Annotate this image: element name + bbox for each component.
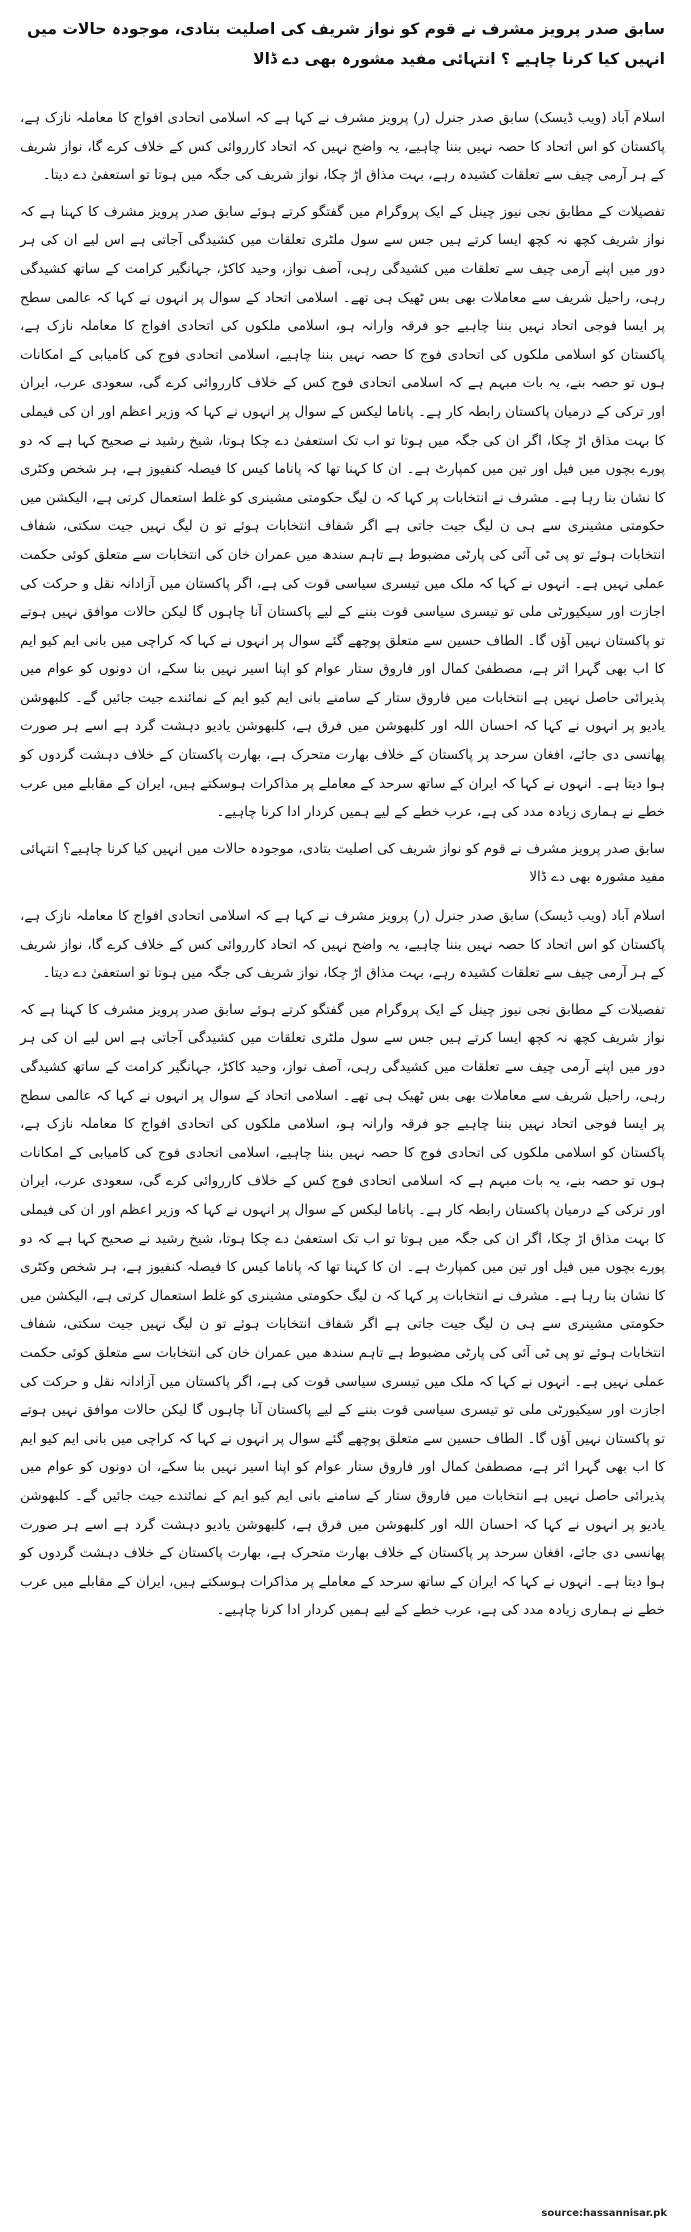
article-paragraph-intro-repeat: اسلام آباد (ویب ڈیسک) سابق صدر جنرل (ر) پرویز مشرف نے کہا ہے کہ اسلامی اتحادی افواج کا معاملہ نازک ہے، پاکستان کو اس اتحاد کا حصہ نہیں بننا چاہیے، یہ واضح نہیں کہ اتحاد کارروائی کس کے خلاف کرے گا، نواز شریف کے ہر آرمی چیف سے تعلقات کشیدہ رہے، بہت مذاق اڑ چکا، نواز شریف کی جگہ میں ہوتا تو استعفیٰ دے دیتا۔ <box>20 908 665 982</box>
source-credit: source:hassannisar.pk <box>541 2208 667 2219</box>
article-paragraph-body: تفصیلات کے مطابق نجی نیوز چینل کے ایک پروگرام میں گفتگو کرتے ہوئے سابق صدر پرویز مشرف کا کہنا ہے کہ نواز شریف کچھ نہ کچھ ایسا کرتے ہیں جس سے سول ملٹری تعلقات میں کشیدگی آجاتی ہے اس لیے ان کی ہر دور میں اپنے آرمی چیف سے تعلقات میں کشیدگی رہی، آصف نواز، وحید کاکڑ، جہانگیر کرامت کے ساتھ کشیدگی رہی، راحیل شریف سے معاملات بھی بس ٹھیک ہی تھے۔ اسلامی اتحاد کے سوال پر انہوں نے کہا کہ عالمی سطح پر ایسا فوجی اتحاد نہیں بننا چاہیے جو فرقہ وارانہ ہو، اسلامی ملکوں کی اتحادی افواج کا معاملہ نازک ہے، پاکستان کو اسلامی ملکوں کی اتحادی فوج کا حصہ نہیں بننا چاہیے، اسلامی اتحادی فوج کی کامیابی کے امکانات ہوں تو حصہ بنے، یہ بات مبہم ہے کہ اسلامی اتحادی فوج کس کے خلاف کارروائی کرے گی، سعودی عرب، ایران اور ترکی کے درمیان پاکستان رابطہ کار ہے۔ پاناما لیکس کے سوال پر انہوں نے کہا کہ وزیر اعظم اور ان کی فیملی کا بہت مذاق اڑ چکا، اگر ان کی جگہ میں ہوتا تو اب تک استعفیٰ دے چکا ہوتا، شیخ رشید نے صحیح کہا ہے کہ دو پورے بچوں میں فیل اور تین میں کمپارٹ ہے۔ ان کا کہنا تھا کہ پاناما کیس کا فیصلہ کنفیوز ہے، ہر شخص وکٹری کا نشان بنا رہا ہے۔ مشرف نے انتخابات پر کہا کہ ن لیگ حکومتی مشینری کو غلط استعمال کرتی ہے، الیکشن میں حکومتی مشینری سے ہی ن لیگ جیت جاتی ہے اگر شفاف انتخابات ہوئے تو ن لیگ نہیں جیت سکتی، شفاف انتخابات ہوئے تو پی ٹی آئی کی پارٹی مضبوط ہے تاہم سندھ میں عمران خان کی انتخابات سے متعلق کوئی حکمت عملی نہیں ہے۔ انہوں نے کہا کہ ملک میں تیسری سیاسی قوت کی ہے، اگر پاکستان میں آزادانہ نقل و حرکت کی اجازت اور سیکیورٹی ملی تو تیسری سیاسی قوت بننے کے لیے پاکستان آنا چاہوں گا لیکن حالات موافق نہیں ہوتے تو پاکستان نہیں آؤں گا۔ الطاف حسین سے متعلق پوچھے گئے سوال پر انہوں نے کہا کہ کراچی میں بانی ایم کیو ایم کا اب بھی گہرا اثر ہے، مصطفیٰ کمال اور فاروق ستار عوام کو اپنا اسیر نہیں بنا سکے، ان دونوں کو عوام میں پذیرائی حاصل نہیں ہے انتخابات میں فاروق ستار کے سامنے بانی ایم کیو ایم کے نمائندے جیت جائیں گے۔ کلبھوشن یادیو پر انہوں نے کہا کہ احسان اللہ اور کلبھوشن میں فرق ہے، کلبھوشن یادیو دہشت گرد ہے اسے ہر صورت پھانسی دی جائے، افغان سرحد پر پاکستان کے خلاف بھارت متحرک ہے، بھارت پاکستان کے خلاف دہشت گردوں کو ہوا دیتا ہے۔ انہوں نے کہا کہ ایران کے ساتھ سرحد کے معاملے پر مذاکرات ہوسکتے ہیں، ایران کے مقابلے میں عرب خطے نے ہماری زیادہ مدد کی ہے، عرب خطے کے لیے ہمیں کردار ادا کرنا چاہیے۔ <box>20 203 665 821</box>
article-headline: سابق صدر پرویز مشرف نے قوم کو نواز شریف کی اصلیت بتادی، موجودہ حالات میں انہیں کیا کرنا چاہیے ؟ انتہائی مفید مشورہ بھی دے ڈالا <box>27 20 665 68</box>
article-repeated-headline: سابق صدر پرویز مشرف نے قوم کو نواز شریف کی اصلیت بتادی، موجودہ حالات میں انہیں کیا کرنا چاہیے؟ انتہائی مفید مشورہ بھی دے ڈالا <box>20 840 665 886</box>
article-paragraph-body-repeat: تفصیلات کے مطابق نجی نیوز چینل کے ایک پروگرام میں گفتگو کرتے ہوئے سابق صدر پرویز مشرف کا کہنا ہے کہ نواز شریف کچھ نہ کچھ ایسا کرتے ہیں جس سے سول ملٹری تعلقات میں کشیدگی آجاتی ہے اس لیے ان کی ہر دور میں اپنے آرمی چیف سے تعلقات میں کشیدگی رہی، آصف نواز، وحید کاکڑ، جہانگیر کرامت کے ساتھ کشیدگی رہی، راحیل شریف سے معاملات بھی بس ٹھیک ہی تھے۔ اسلامی اتحاد کے سوال پر انہوں نے کہا کہ عالمی سطح پر ایسا فوجی اتحاد نہیں بننا چاہیے جو فرقہ وارانہ ہو، اسلامی ملکوں کی اتحادی افواج کا معاملہ نازک ہے، پاکستان کو اسلامی ملکوں کی اتحادی فوج کا حصہ نہیں بننا چاہیے، اسلامی اتحادی فوج کی کامیابی کے امکانات ہوں تو حصہ بنے، یہ بات مبہم ہے کہ اسلامی اتحادی فوج کس کے خلاف کارروائی کرے گی، سعودی عرب، ایران اور ترکی کے درمیان پاکستان رابطہ کار ہے۔ پاناما لیکس کے سوال پر انہوں نے کہا کہ وزیر اعظم اور ان کی فیملی کا بہت مذاق اڑ چکا، اگر ان کی جگہ میں ہوتا تو اب تک استعفیٰ دے چکا ہوتا، شیخ رشید نے صحیح کہا ہے کہ دو پورے بچوں میں فیل اور تین میں کمپارٹ ہے۔ ان کا کہنا تھا کہ پاناما کیس کا فیصلہ کنفیوز ہے، ہر شخص وکٹری کا نشان بنا رہا ہے۔ مشرف نے انتخابات پر کہا کہ ن لیگ حکومتی مشینری کو غلط استعمال کرتی ہے، الیکشن میں حکومتی مشینری سے ہی ن لیگ جیت جاتی ہے اگر شفاف انتخابات ہوئے تو ن لیگ نہیں جیت سکتی، شفاف انتخابات ہوئے تو پی ٹی آئی کی پارٹی مضبوط ہے تاہم سندھ میں عمران خان کی انتخابات سے متعلق کوئی حکمت عملی نہیں ہے۔ انہوں نے کہا کہ ملک میں تیسری سیاسی قوت کی ہے، اگر پاکستان میں آزادانہ نقل و حرکت کی اجازت اور سیکیورٹی ملی تو تیسری سیاسی قوت بننے کے لیے پاکستان آنا چاہوں گا لیکن حالات موافق نہیں ہوتے تو پاکستان نہیں آؤں گا۔ الطاف حسین سے متعلق پوچھے گئے سوال پر انہوں نے کہا کہ کراچی میں بانی ایم کیو ایم کا اب بھی گہرا اثر ہے، مصطفیٰ کمال اور فاروق ستار عوام کو اپنا اسیر نہیں بنا سکے، ان دونوں کو عوام میں پذیرائی حاصل نہیں ہے انتخابات میں فاروق ستار کے سامنے بانی ایم کیو ایم کے نمائندے جیت جائیں گے۔ کلبھوشن یادیو پر انہوں نے کہا کہ احسان اللہ اور کلبھوشن میں فرق ہے، کلبھوشن یادیو دہشت گرد ہے اسے ہر صورت پھانسی دی جائے، افغان سرحد پر پاکستان کے خلاف بھارت متحرک ہے، بھارت پاکستان کے خلاف دہشت گردوں کو ہوا دیتا ہے۔ انہوں نے کہا کہ ایران کے ساتھ سرحد کے معاملے پر مذاکرات ہوسکتے ہیں، ایران کے مقابلے میں عرب خطے نے ہماری زیادہ مدد کی ہے، عرب خطے کے لیے ہمیں کردار ادا کرنا چاہیے۔ <box>20 1001 665 1619</box>
article-paragraph-intro: اسلام آباد (ویب ڈیسک) سابق صدر جنرل (ر) پرویز مشرف نے کہا ہے کہ اسلامی اتحادی افواج کا معاملہ نازک ہے، پاکستان کو اس اتحاد کا حصہ نہیں بننا چاہیے، یہ واضح نہیں کہ اتحاد کارروائی کس کے خلاف کرے گا، نواز شریف کے ہر آرمی چیف سے تعلقات کشیدہ رہے، بہت مذاق اڑ چکا، نواز شریف کی جگہ میں ہوتا تو استعفیٰ دے دیتا۔ <box>20 110 665 184</box>
